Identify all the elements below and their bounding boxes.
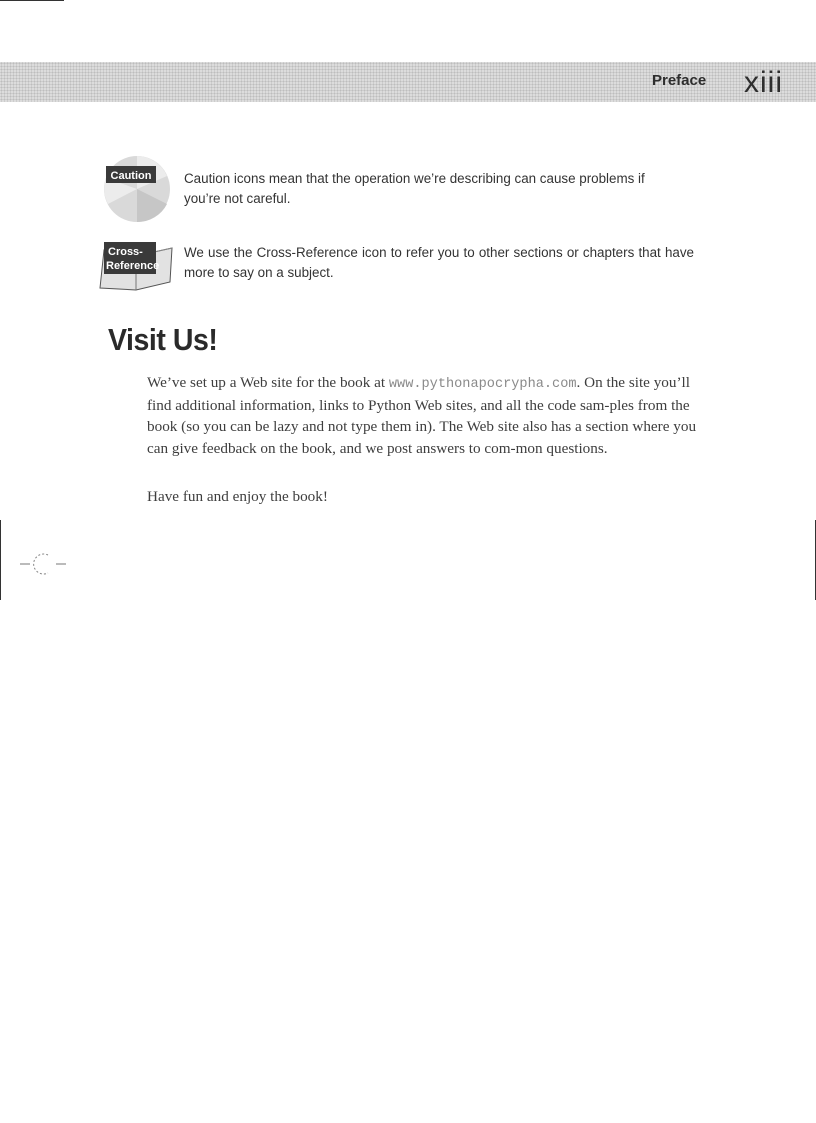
running-head: Preface [652, 72, 707, 89]
body-paragraph-2: Have fun and enjoy the book! [147, 488, 328, 505]
cross-reference-note-text: We use the Cross-Reference icon to refer you to other sections or chapters that have more to say on a subject. [184, 245, 694, 280]
cross-reference-book-icon [96, 238, 174, 292]
registration-mark-icon [20, 552, 66, 576]
xref-icon-label-line2: Reference [106, 260, 160, 272]
crop-mark-left [0, 520, 1, 600]
para1-text-end: . On the site you’ll find additional information, links to Python Web sites, and all the code sam-ples from the book (so you can be lazy and not type them in). The Web site also has a section where you can give feedback on the book, and we post answers to com-mon questions. [147, 374, 697, 457]
page-number: xiii [744, 66, 783, 99]
body-paragraph-1 [147, 372, 707, 459]
caution-icon-label: Caution [110, 170, 152, 182]
para1-text-start: We’ve set up a Web site for the book at [147, 374, 389, 391]
crop-mark-top [0, 0, 64, 1]
xref-icon-label-line1: Cross- [108, 246, 143, 258]
caution-note-text: Caution icons mean that the operation we’re describing can cause problems if you’re not careful. [184, 171, 645, 206]
section-heading: Visit Us! [108, 322, 218, 357]
caution-icon [103, 152, 171, 224]
website-url: www.pythonapocrypha.com [388, 377, 577, 392]
